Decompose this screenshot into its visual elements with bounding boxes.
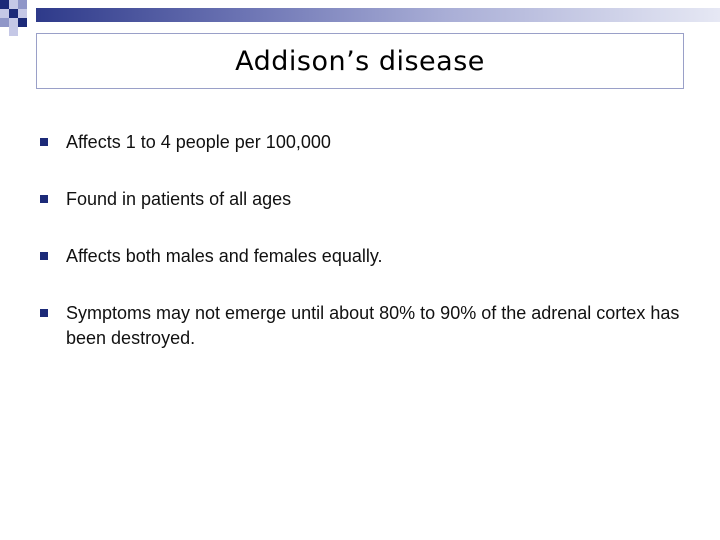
decor-square xyxy=(18,18,27,27)
bullet-text: Symptoms may not emerge until about 80% to 90% of the adrenal cortex has been destroyed. xyxy=(66,303,680,348)
decor-square xyxy=(9,0,18,9)
bullet-item xyxy=(40,187,680,212)
decor-square xyxy=(0,9,9,18)
square-bullet-icon xyxy=(40,252,48,260)
decor-square xyxy=(18,0,27,9)
bullet-item xyxy=(40,244,680,269)
bullet-text: Affects both males and females equally. xyxy=(66,246,383,266)
square-bullet-icon xyxy=(40,195,48,203)
bullet-text: Affects 1 to 4 people per 100,000 xyxy=(66,132,331,152)
bullet-list xyxy=(40,130,680,383)
decor-square xyxy=(9,9,18,18)
bullet-item xyxy=(40,130,680,155)
decor-square xyxy=(0,0,9,9)
decor-square xyxy=(9,18,18,27)
bullet-item xyxy=(40,301,680,351)
square-bullet-icon xyxy=(40,309,48,317)
slide-title: Addison’s disease xyxy=(235,45,485,77)
decor-square xyxy=(18,9,27,18)
decor-square xyxy=(9,27,18,36)
square-bullet-icon xyxy=(40,138,48,146)
title-box xyxy=(36,33,684,89)
bullet-text: Found in patients of all ages xyxy=(66,189,292,209)
header-gradient-bar xyxy=(36,8,720,22)
decor-square xyxy=(0,18,9,27)
